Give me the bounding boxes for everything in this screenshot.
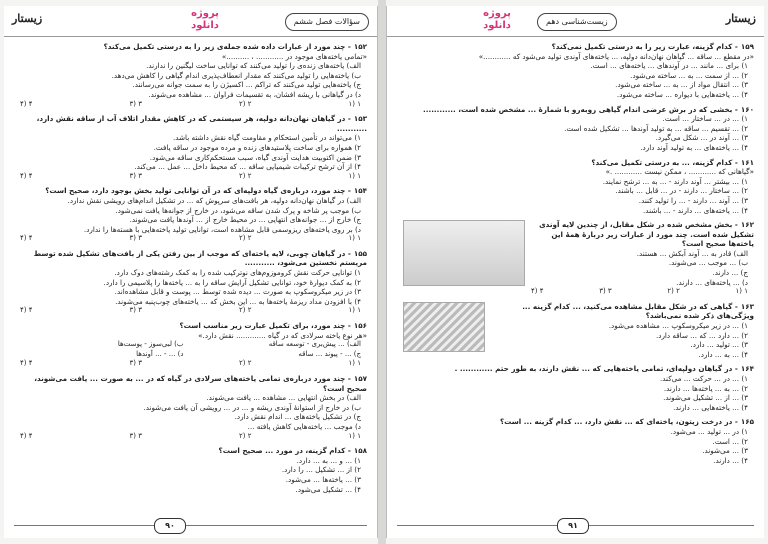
question-number: ۱۵۴ — [353, 186, 367, 196]
question-text: - چند مورد، درباره‌ی گیاه دولپه‌ای که در آن توانایی تولید بخش بوجود دارد، صحیح است؟ — [45, 186, 351, 196]
question-block — [14, 42, 367, 109]
question-number: ۱۵۹ — [740, 42, 754, 51]
question-number: ۱۵۲ — [353, 42, 367, 51]
question-text: - بخش مشخص شده در شکل مقابل، از چندین لایه آوندی تشکیل شده است. چند مورد از عبارات زیر دربارهٔ همهٔ این یاخته‌ها صحیح است؟ — [539, 220, 754, 249]
question-statement: ۱) ... در ... ساختار ... است. — [662, 114, 748, 124]
question-statement: ۲) ... است. — [712, 436, 748, 446]
question-statement: ب) یاخته‌هایی را تولید می‌کنند که مقدار انعطاف‌پذیری اندام گیاهی را کاهش می‌دهد. — [111, 70, 361, 80]
question-statement: ۱) توانایی حرکت نقش کروموزوم‌های نوترکیب شده را به کمک رشته‌های دوک دارد. — [114, 268, 361, 278]
question-statement: ۲) ... دارد ... که ... ساقه دارد. — [655, 330, 748, 340]
answer-option: ۳ (۳ — [129, 234, 142, 243]
answer-option: ۲ (۲ — [239, 306, 252, 315]
answer-options — [14, 432, 367, 442]
question-stem — [14, 42, 367, 52]
question-statement: ۱) ... در ... حرکت ... می‌کند. — [660, 374, 748, 383]
answer-option: ۱ (۱ — [348, 99, 361, 108]
chapter-tab: زیست‌شناسی دهم — [537, 13, 617, 31]
answer-option: ۲ (۲ — [239, 171, 252, 180]
question-statement: ۱) ... بیشتر ... آوند دارند - ... به ... ترشح نمایند. — [602, 176, 748, 186]
question-stem — [397, 158, 754, 168]
question-statement: ج) در تشکیل یاخته‌های ... اندام نقش دارد. — [234, 412, 361, 422]
question-statement: ۲) ... تقسیم ... ساقه ... به تولید آوندها ... تشکیل شده است. — [564, 123, 748, 133]
question-statement: ۱) می‌تواند در تأمین استحکام و مقاومت گیاه نقش داشته باشد. — [172, 133, 361, 143]
book-gutter — [378, 0, 386, 544]
question-stem — [14, 321, 367, 331]
question-subtext: «گیاهانی که ............ ، ممکن نیست ............ .» — [605, 167, 754, 177]
question-statement: ۲) از ... تشکیل ... را دارد. — [281, 465, 361, 475]
question-statement: ۴) ... یاخته‌های ... دارند - ... باشند. — [643, 205, 748, 215]
answer-option: ۳ (۳ — [129, 359, 142, 368]
question-text: - کدام گزینه، عبارت زیر را به درستی تکمیل نمی‌کند؟ — [551, 42, 738, 51]
question-statement: ۲) ... به ... یاخته‌ها ... دارند. — [663, 383, 748, 393]
question-statement: الف) در گیاهان نهان‌دانه دولپه، هر بافت‌های سرپوش که ... در تشکیل اندام‌های رویشی نقش ندارد. — [67, 195, 361, 205]
question-statement: ۳) ... یاخته‌ها ... می‌شود. — [285, 474, 361, 484]
question-statement: ۲) ... ساختار ... دارند - در ... قابل ... باشند. — [615, 186, 748, 196]
answer-option: ۴ (۴ — [20, 171, 33, 180]
question-number: ۱۶۴ — [740, 364, 754, 374]
question-text: - چند مورد از عبارات داده شده جمله‌ی زیر را به درستی تکمیل می‌کند؟ — [103, 42, 351, 51]
question-statement: ۲) به کمک دیوارهٔ خود، توانایی تشکیل آرایش ساقه را به ... یاخته‌ها را پلاسیمی را دارد. — [103, 277, 361, 287]
question-statement: ۳) در زیر میکروسکوپ به صورت ... دیده شده توسط ... پوست و قابل مشاهده‌اند. — [114, 287, 361, 297]
answer-option: ۳ (۳ — [129, 306, 142, 315]
answer-option: ۲ (۲ — [667, 287, 680, 296]
question-number: ۱۵۵ — [353, 248, 367, 258]
question-block — [14, 114, 367, 181]
question-number: ۱۵۶ — [353, 321, 367, 331]
question-number: ۱۶۵ — [740, 417, 754, 427]
logo: پروژه دانلود — [483, 8, 511, 31]
answer-option: ۱ (۱ — [735, 287, 748, 296]
question-figure — [403, 302, 485, 352]
question-block — [14, 374, 367, 441]
question-statement: ۳) ... آوند در ... شکل می‌گیرد. — [655, 133, 748, 143]
question-text: - چند مورد درباره‌ی تمامی یاخته‌های سرلادی در گیاه که در ... به‌ صورت ... یافت می‌شوند، صحیح است؟ — [34, 374, 367, 393]
question-stem — [397, 364, 754, 374]
question-block — [397, 364, 754, 412]
question-block — [14, 249, 367, 316]
question-number: ۱۶۳ — [740, 301, 754, 311]
question-text: - کدام گزینه، ... به درستی تکمیل می‌کند؟ — [591, 157, 738, 167]
question-statement: ۴) از آن ترشح ترکیبات شیمیایی ساقه ... که محیط داخل ... عمل ... می‌کند. — [134, 162, 361, 172]
question-stem — [397, 417, 754, 427]
question-statement: ۴) ... به ... دارد. — [698, 349, 748, 359]
right-page-content — [397, 42, 754, 514]
question-statement: ۳) ... تولید ... دارد. — [690, 340, 748, 350]
question-statement: ج) خارج از ... جوانه‌های انتهایی ... در محیط خارج از ... آوندها یافت می‌شوند. — [129, 215, 361, 225]
question-text: - بخشی که در برش عرضی اندام گیاهی روبه‌رو با شمارهٔ ... مشخص شده است، ............ — [423, 104, 738, 114]
question-number: ۱۵۸ — [353, 446, 367, 456]
question-stem — [397, 42, 754, 52]
answer-options — [14, 100, 367, 110]
chapter-tab: سؤالات فصل ششم — [285, 13, 369, 31]
question-statement: ۲) ... از سمت ... به ... ساخته می‌شود. — [630, 70, 748, 80]
answer-option: ۴ (۴ — [531, 287, 544, 296]
question-statement: ۱) ... و ... به ... دارد. — [296, 455, 361, 465]
question-stem — [14, 186, 367, 196]
pair-item: ب) لبی‌‌سوز - پوست‌ها — [117, 340, 184, 349]
question-text: - در گیاهان نهان‌دانه دولپه، هر سیستمی که در کاهش مقدار اتلاف آب از ساقه نقش دارد، ........... — [36, 114, 367, 133]
answer-options — [14, 172, 367, 182]
question-number: ۱۶۱ — [740, 157, 754, 167]
left-page-content — [14, 42, 367, 514]
question-statement: ج) ... دارند. — [712, 268, 748, 278]
brand-name: زیستار — [725, 12, 756, 25]
question-statement: ۱) در ... تولید ... می‌شود. — [670, 426, 748, 436]
question-statement: ۱) ... در زیر میکروسکوپ ... مشاهده می‌شود. — [608, 321, 748, 331]
page-number: ۹۱ — [557, 518, 589, 534]
question-text: - در گیاهان دولپه‌ای، تمامی یاخته‌هایی که ... نقش دارند، به طور حتم ............ . — [454, 364, 738, 374]
question-stem — [14, 374, 367, 393]
question-statement: ۴) با افزودن مداد ریزمهٔ یاخته‌ها به ... این بخش که ... یاخته‌های چوب‌پنبه می‌شوند. — [115, 296, 361, 306]
question-pairs — [14, 340, 367, 359]
question-statement: ۴) ... دارند. — [713, 455, 748, 465]
answer-option: ۴ (۴ — [20, 99, 33, 108]
answer-option: ۴ (۴ — [20, 359, 33, 368]
answer-option: ۴ (۴ — [20, 431, 33, 440]
right-page-footer — [387, 518, 764, 534]
question-stem — [14, 114, 367, 133]
question-statement: ۳) ... می‌شوند. — [702, 446, 748, 456]
question-statement: ۳) ضمن اکتوبیت هدایت آوندی گیاه، سبب مستحکم‌کاری ساقه می‌شود. — [149, 152, 361, 162]
left-page-header — [4, 6, 377, 37]
left-page-footer — [4, 518, 377, 534]
pair-item: ج) ... - پیوند ... ساقه — [298, 349, 361, 358]
answer-option: ۴ (۴ — [20, 306, 33, 315]
question-number: ۱۵۳ — [353, 114, 367, 124]
answer-option: ۲ (۲ — [239, 234, 252, 243]
question-statement: الف) قادر به ... آوند آبکش ... هستند. — [636, 248, 748, 258]
question-statement: د) ... یاخته‌های ... دارند. — [676, 277, 748, 287]
question-stem — [14, 249, 367, 268]
page-number: ۹۰ — [154, 518, 186, 534]
question-subtext: «در مقطع ... ساقه ... گیاهان نهان‌دانه دولپه، ... یاخته‌های آوندی تولید می‌شود که ............» — [478, 51, 754, 61]
question-text: - کدام گزینه، در مورد ... صحیح است؟ — [218, 446, 351, 456]
footer-line — [14, 525, 367, 526]
answer-option: ۲ (۲ — [239, 431, 252, 440]
question-block — [397, 302, 754, 360]
answer-options — [14, 306, 367, 316]
question-statement: ج) یاخته‌هایی تولید می‌کنند که تراکم ... اکسیژن را به سمت جوانه می‌رسانند. — [132, 80, 361, 90]
question-statement: ۴) ... یاخته‌هایی با دیواره ... ساخته می‌شود. — [616, 89, 748, 99]
question-block — [397, 42, 754, 100]
answer-option: ۱ (۱ — [348, 171, 361, 180]
question-statement: ۴) ... تشکیل می‌شود. — [295, 484, 361, 494]
question-statement: الف) یاخته‌های زنده‌ی را تولید می‌کنند که توانایی ساخت لیگنین را ندارند. — [146, 61, 361, 71]
question-block — [14, 186, 367, 244]
pair-item: الف) ... پیش‌بری - توسعه ساقه — [268, 340, 361, 349]
question-block — [14, 446, 367, 494]
answer-options — [14, 359, 367, 369]
answer-options — [525, 287, 754, 297]
answer-option: ۱ (۱ — [348, 234, 361, 243]
question-number: ۱۶۲ — [740, 220, 754, 230]
question-statement: ب) ... موجب ... می‌شوند. — [668, 258, 748, 268]
answer-option: ۱ (۱ — [348, 431, 361, 440]
question-statement: د) موجب ... یاخته‌هایی کاهش یافته ... — [247, 421, 361, 431]
question-subtext: «هر نوع یاخته سرلادی که در گیاه ............. نقش دارد.» — [198, 330, 367, 340]
answer-option: ۳ (۳ — [129, 171, 142, 180]
question-stem — [397, 105, 754, 115]
answer-option: ۱ (۱ — [348, 306, 361, 315]
logo: پروژه دانلود — [191, 8, 219, 31]
question-statement: ۴) ... یاخته‌هایی ... دارند. — [673, 402, 748, 412]
question-number: ۱۵۷ — [353, 374, 367, 383]
question-statement: ۳) ... از ... تشکیل می‌شوند. — [663, 393, 748, 403]
question-statement: ۳) ... آوند ... دارند - ... را تولید کنند. — [638, 195, 748, 205]
question-statement: ۳) ... انتقال مواد از ... به ... ساخته می‌شود. — [615, 80, 748, 90]
question-subtext: «تمامی یاخته‌های موجود در ............ ، ..........» — [221, 51, 367, 61]
question-block — [397, 220, 754, 297]
question-block — [397, 158, 754, 216]
answer-option: ۱ (۱ — [348, 359, 361, 368]
question-block — [14, 321, 367, 369]
question-statement: ۱) برای ... مانند ... در آوندهای ... یاخته‌های ... است. — [590, 61, 748, 71]
right-page-header — [387, 6, 764, 37]
question-statement: ب) در خارج از استوانهٔ آوندی ریشه و ... در ... رویشی آن یافت می‌شوند. — [143, 402, 361, 412]
answer-option: ۳ (۳ — [129, 99, 142, 108]
answer-option: ۳ (۳ — [599, 287, 612, 296]
question-block — [397, 105, 754, 153]
answer-option: ۲ (۲ — [239, 359, 252, 368]
question-text: - گیاهی که در شکل مقابل مشاهده می‌کنید، ... کدام گزینه ... ویژگی‌های ذکر شده نمی‌باشد؟ — [522, 301, 754, 321]
left-page — [4, 6, 378, 538]
question-statement: الف) در بخش انتهایی ... مشاهده ... یافت می‌شوند. — [206, 393, 361, 403]
question-text: - در درخت زیتون، یاخته‌ای که ... نقش دارد، ... کدام گزینه ... است؟ — [499, 417, 738, 427]
brand-name: زیستار — [12, 12, 43, 25]
question-stem — [14, 446, 367, 456]
answer-option: ۴ (۴ — [20, 234, 33, 243]
question-text: - چند مورد، برای تکمیل عبارت زیر مناسب است؟ — [179, 321, 351, 331]
question-statement: ۲) همواره برای ساخت پلاستیدهای زنده و مرده موجود در ساقه یافت. — [153, 142, 361, 152]
question-statement: د) در گیاهانی با ریشه افشان، به تقسیمات فراوان ... مشاهده می‌شوند. — [148, 89, 361, 99]
question-statement: ب) موجب پر شاخه و پرک شدن ساقه می‌شود، در خارج از جوانه‌ها یافت نمی‌شود. — [115, 205, 361, 215]
right-page — [386, 6, 764, 538]
question-figure — [403, 220, 525, 286]
question-statement: ۴) ... یاخته‌های ... به تولید آوند دارد. — [640, 142, 748, 152]
answer-option: ۳ (۳ — [129, 431, 142, 440]
question-statement: د) بر روی یاخته‌های ریزوسمی قابل مشاهده است، توانایی تولید یاخته‌هایی با هسته‌ها را ندارد. — [83, 224, 361, 234]
answer-option: ۲ (۲ — [239, 99, 252, 108]
pair-item: د) ... - ... آوندها — [136, 349, 184, 358]
answer-options — [14, 234, 367, 244]
question-number: ۱۶۰ — [740, 104, 754, 114]
question-text: - در گیاهان چوبی، لایه یاخته‌ای که موجب از بین رفتن یکی از بافت‌های تشکیل شده توسط مریستم نخستین می‌شود، ........... — [33, 248, 367, 268]
question-block — [397, 417, 754, 465]
